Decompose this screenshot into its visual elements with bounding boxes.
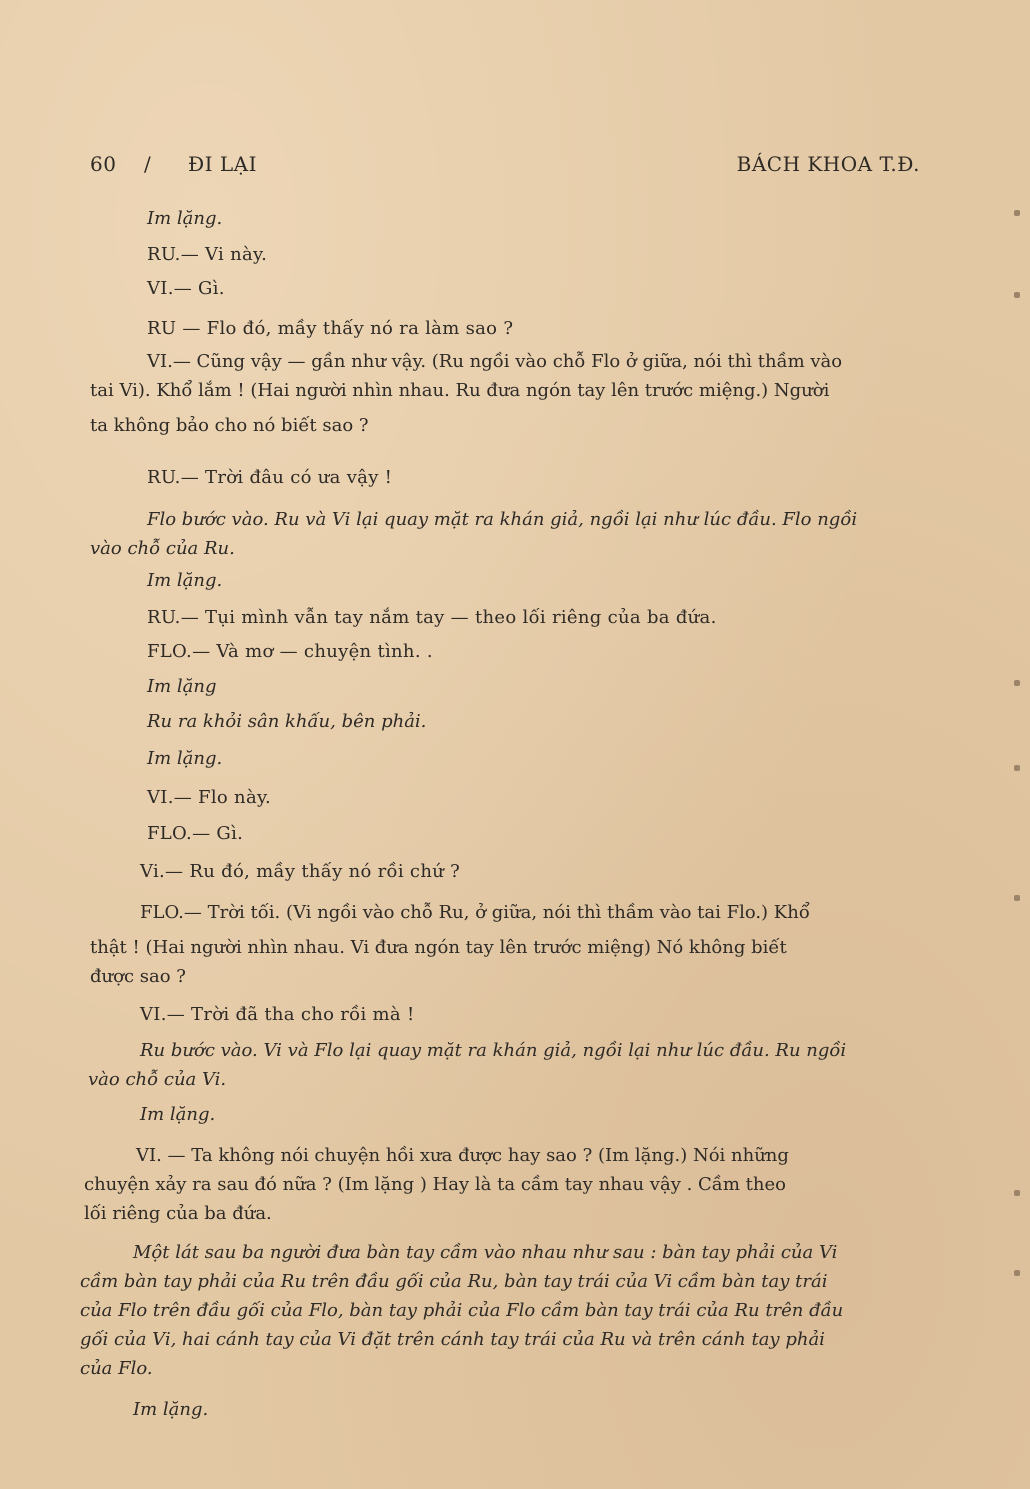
scan-speck bbox=[1014, 895, 1020, 901]
stage-direction: Im lặng bbox=[147, 676, 217, 697]
paragraph-line: VI. — Ta không nói chuyện hồi xưa được hay sao ? (Im lặng.) Nói những bbox=[136, 1145, 789, 1166]
journal-title: BÁCH KHOA T.Đ. bbox=[736, 152, 920, 176]
page-number: 60 bbox=[90, 152, 117, 176]
paragraph-line: chuyện xảy ra sau đó nữa ? (Im lặng ) Hay là ta cầm tay nhau vậy . Cầm theo bbox=[84, 1174, 786, 1195]
dialogue-line: RU.— Trời đâu có ưa vậy ! bbox=[147, 467, 393, 488]
scan-speck bbox=[1014, 1270, 1020, 1276]
paragraph-line: tai Vi). Khổ lắm ! (Hai người nhìn nhau. Ru đưa ngón tay lên trước miệng.) Người bbox=[90, 380, 830, 401]
dialogue-paragraph bbox=[84, 1141, 920, 1228]
paragraph-line: Ru bước vào. Vi và Flo lại quay mặt ra khán giả, ngồi lại như lúc đầu. Ru ngồi bbox=[140, 1040, 847, 1061]
paragraph-line: lối riêng của ba đứa. bbox=[84, 1203, 272, 1224]
dialogue-paragraph bbox=[90, 347, 920, 440]
stage-direction-paragraph bbox=[90, 505, 920, 563]
stage-direction-paragraph bbox=[80, 1238, 920, 1383]
dialogue-line: RU.— Vi này. bbox=[147, 244, 268, 265]
paragraph-line: được sao ? bbox=[90, 966, 186, 987]
dialogue-line: VI.— Flo này. bbox=[147, 787, 272, 808]
dialogue-line: VI.— Trời đã tha cho rồi mà ! bbox=[140, 1004, 415, 1025]
dialogue-line: FLO.— Và mơ — chuyện tình. . bbox=[147, 641, 433, 662]
stage-direction: Im lặng. bbox=[147, 570, 223, 591]
dialogue-line: RU.— Tụi mình vẫn tay nắm tay — theo lối riêng của ba đứa. bbox=[147, 607, 717, 628]
running-header bbox=[90, 152, 920, 182]
stage-direction: Im lặng. bbox=[133, 1399, 209, 1420]
dialogue-line: Vi.— Ru đó, mầy thấy nó rồi chứ ? bbox=[140, 861, 461, 882]
paragraph-line: Một lát sau ba người đưa bàn tay cầm vào nhau như sau : bàn tay phải của Vi bbox=[133, 1242, 838, 1263]
scan-speck bbox=[1014, 680, 1020, 686]
paragraph-line: vào chỗ của Ru. bbox=[90, 538, 235, 559]
paragraph-line: gối của Vi, hai cánh tay của Vi đặt trên cánh tay trái của Ru và trên cánh tay phải bbox=[80, 1329, 825, 1350]
paragraph-line: của Flo. bbox=[80, 1358, 153, 1379]
dialogue-line: VI.— Gì. bbox=[147, 278, 225, 299]
paragraph-line: FLO.— Trời tối. (Vi ngồi vào chỗ Ru, ở giữa, nói thì thầm vào tai Flo.) Khổ bbox=[140, 902, 810, 923]
dialogue-line: RU — Flo đó, mầy thấy nó ra làm sao ? bbox=[147, 318, 514, 339]
paragraph-line: vào chỗ của Vi. bbox=[88, 1069, 227, 1090]
scan-speck bbox=[1014, 1190, 1020, 1196]
paragraph-line: VI.— Cũng vậy — gần như vậy. (Ru ngồi vào chỗ Flo ở giữa, nói thì thầm vào bbox=[147, 351, 843, 372]
paragraph-line: thật ! (Hai người nhìn nhau. Vi đưa ngón tay lên trước miệng) Nó không biết bbox=[90, 937, 787, 958]
stage-direction: Im lặng. bbox=[147, 208, 223, 229]
scan-speck bbox=[1014, 765, 1020, 771]
paragraph-line: ta không bảo cho nó biết sao ? bbox=[90, 415, 369, 436]
paragraph-line: Flo bước vào. Ru và Vi lại quay mặt ra khán giả, ngồi lại như lúc đầu. Flo ngồi bbox=[147, 509, 858, 530]
scan-speck bbox=[1014, 292, 1020, 298]
paragraph-line: cầm bàn tay phải của Ru trên đầu gối của Ru, bàn tay trái của Vi cầm bàn tay trái bbox=[80, 1271, 828, 1292]
dialogue-line: FLO.— Gì. bbox=[147, 823, 244, 844]
scan-speck bbox=[1014, 210, 1020, 216]
stage-direction: Ru ra khỏi sân khấu, bên phải. bbox=[147, 711, 427, 732]
section-title: ĐI LẠI bbox=[188, 152, 258, 176]
stage-direction-paragraph bbox=[88, 1036, 920, 1094]
dialogue-paragraph bbox=[90, 898, 920, 991]
header-separator: / bbox=[144, 152, 152, 176]
stage-direction: Im lặng. bbox=[140, 1104, 216, 1125]
paragraph-line: của Flo trên đầu gối của Flo, bàn tay phải của Flo cầm bàn tay trái của Ru trên đầu bbox=[80, 1300, 844, 1321]
stage-direction: Im lặng. bbox=[147, 748, 223, 769]
